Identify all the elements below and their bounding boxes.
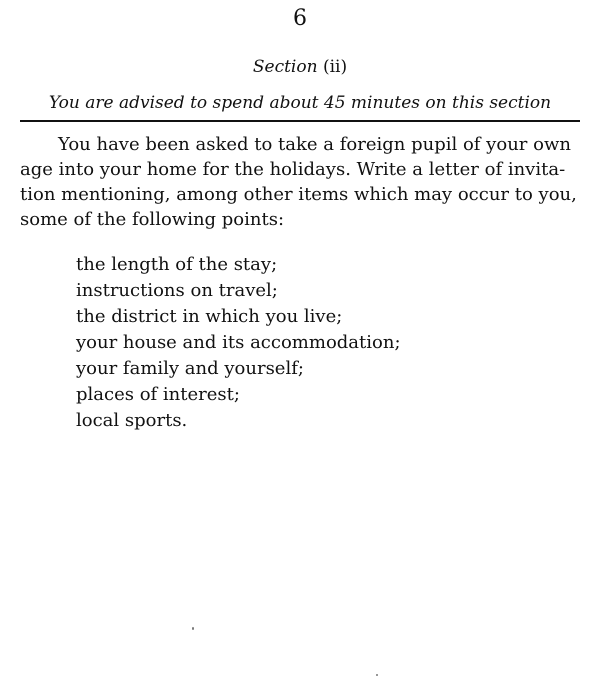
points-list	[76, 252, 516, 434]
section-title-word: Section	[252, 57, 318, 77]
question-line: age into your home for the holidays. Write a letter of invita-	[20, 159, 566, 180]
point-item: your family and yourself;	[76, 358, 304, 379]
time-advice: You are advised to spend about 45 minutes on this section	[48, 93, 552, 113]
point-item: local sports.	[76, 410, 188, 431]
section-title	[0, 57, 600, 77]
point-item: the length of the stay;	[76, 254, 278, 275]
section-title-numeral: (ii)	[322, 57, 348, 77]
point-item: the district in which you live;	[76, 306, 343, 327]
point-item: instructions on travel;	[76, 280, 278, 301]
point-item: your house and its accommodation;	[76, 332, 401, 353]
question-line: tion mentioning, among other items which may occur to you,	[20, 184, 577, 205]
print-speck	[192, 627, 194, 630]
question-paragraph	[20, 132, 586, 232]
point-item: places of interest;	[76, 384, 240, 405]
question-line: You have been asked to take a foreign pupil of your own	[58, 134, 571, 155]
page-number: 6	[293, 6, 307, 31]
divider-rule	[20, 120, 580, 122]
question-line: some of the following points:	[20, 209, 285, 230]
print-speck	[376, 674, 378, 676]
